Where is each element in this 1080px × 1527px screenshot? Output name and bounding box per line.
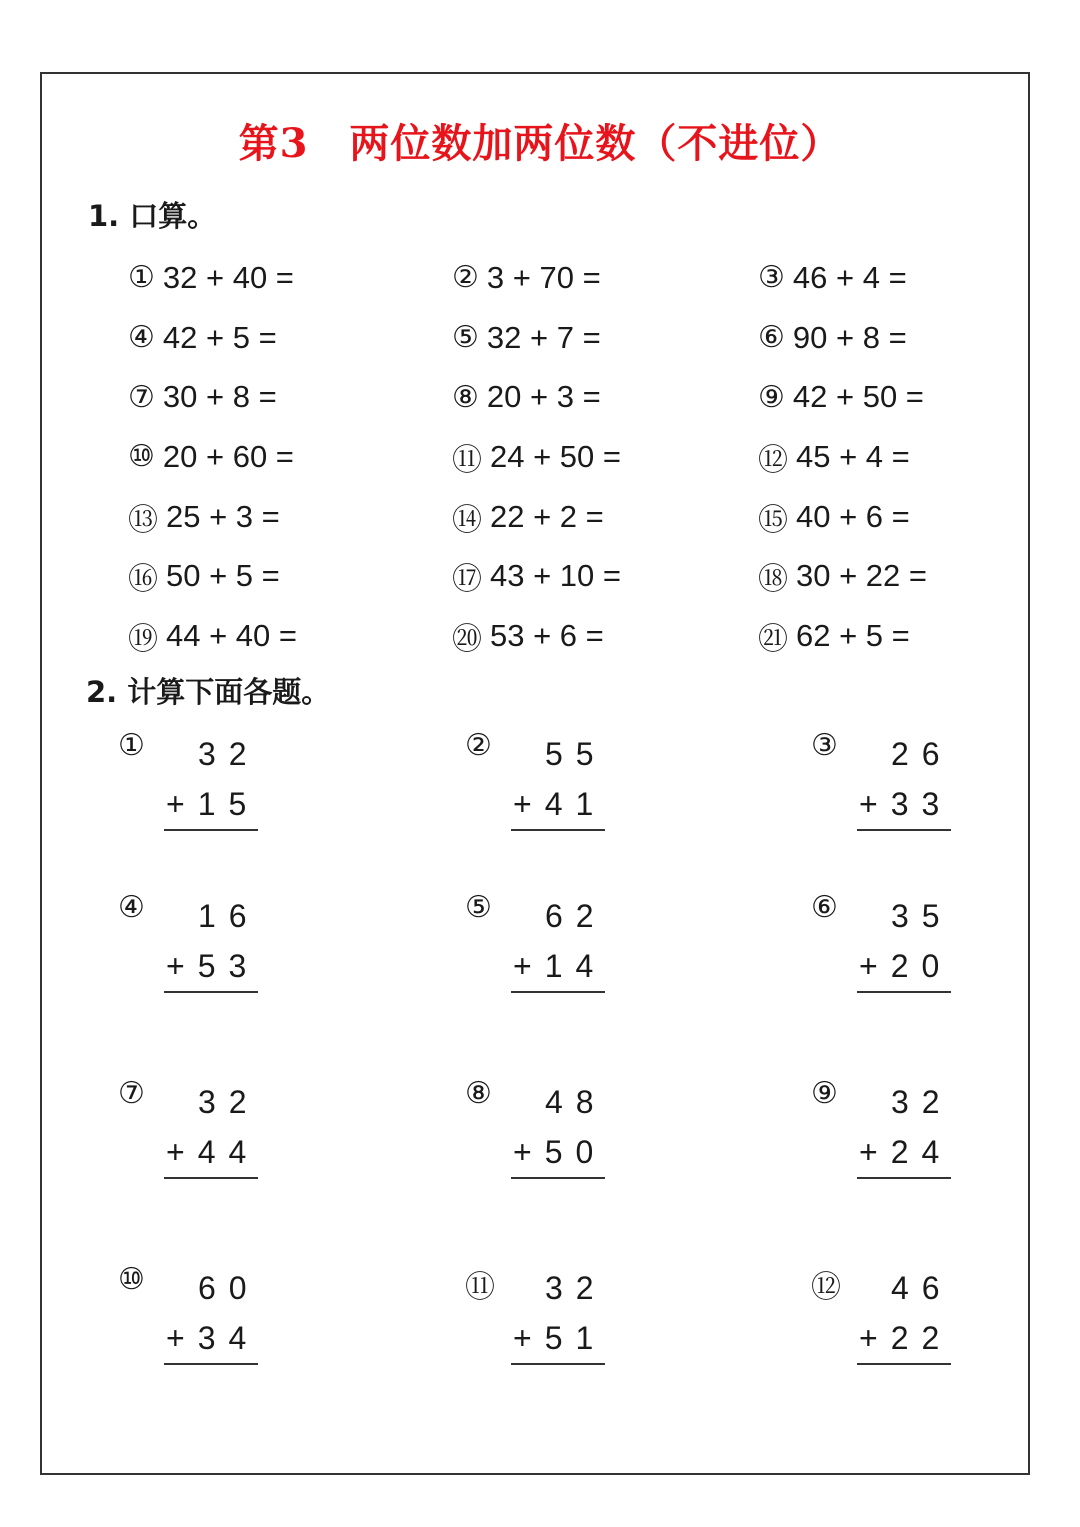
- problem-expression: 53 + 6 =: [490, 617, 604, 653]
- problem-expression: 30 + 8 =: [162, 379, 277, 415]
- oral-problem: [128, 308, 452, 368]
- bottom-addend: +53: [166, 948, 260, 984]
- vertical-problem: [118, 728, 268, 848]
- top-addend: 46: [891, 1270, 953, 1306]
- problem-number: ⑪: [465, 1270, 495, 1305]
- top-addend: 32: [198, 736, 260, 772]
- problem-number: ⑫: [811, 1270, 841, 1305]
- problem-number: ⑪: [452, 442, 482, 478]
- oral-problem: [128, 248, 452, 308]
- vertical-problem: [465, 728, 615, 848]
- problem-number: ②: [452, 260, 479, 296]
- vertical-problem: [118, 1076, 268, 1196]
- problem-number: ⑧: [465, 1076, 492, 1111]
- answer-line: [511, 1177, 605, 1179]
- problem-expression: 43 + 10 =: [490, 558, 622, 594]
- oral-problem: [128, 487, 452, 547]
- bottom-addend: +51: [513, 1320, 607, 1356]
- problem-number: ⑦: [128, 379, 155, 415]
- bottom-addend: +24: [859, 1134, 953, 1170]
- problem-number: ⑦: [118, 1076, 145, 1111]
- problem-number: ⑬: [128, 502, 158, 538]
- answer-line: [511, 1363, 605, 1365]
- problem-number: ⑰: [452, 562, 482, 598]
- problem-number: ④: [118, 890, 145, 925]
- problem-number: ⑩: [118, 1262, 145, 1297]
- vertical-problem: [465, 890, 615, 1010]
- worksheet-title: 第3 两位数加两位数（不进位）: [238, 120, 842, 167]
- problem-number: ①: [128, 260, 155, 296]
- top-addend: 32: [891, 1084, 953, 1120]
- problem-expression: 20 + 60 =: [162, 438, 294, 474]
- oral-problem: [128, 367, 452, 427]
- problem-expression: 46 + 4 =: [792, 259, 907, 295]
- problem-expression: 32 + 40 =: [162, 259, 294, 295]
- bottom-addend: +50: [513, 1134, 607, 1170]
- problem-number: ③: [758, 260, 785, 296]
- top-addend: 32: [545, 1270, 607, 1306]
- problem-expression: 22 + 2 =: [490, 498, 604, 534]
- oral-problem: [758, 308, 988, 368]
- oral-problem: [758, 487, 988, 547]
- oral-problem: [452, 427, 758, 487]
- bottom-addend: +14: [513, 948, 607, 984]
- oral-problem: [128, 427, 452, 487]
- answer-line: [164, 1363, 258, 1365]
- problem-number: ⑳: [452, 621, 482, 657]
- oral-problem: [758, 427, 988, 487]
- vertical-problem: [465, 1262, 615, 1382]
- oral-problem: [128, 546, 452, 606]
- problem-number: ⑱: [758, 562, 788, 598]
- oral-problem: [452, 546, 758, 606]
- answer-line: [511, 991, 605, 993]
- vertical-problem: [811, 1262, 961, 1382]
- answer-line: [164, 829, 258, 831]
- problem-expression: 30 + 22 =: [796, 558, 928, 594]
- vertical-problem: [811, 1076, 961, 1196]
- problem-number: ⑥: [811, 890, 838, 925]
- answer-line: [164, 1177, 258, 1179]
- problem-expression: 42 + 50 =: [792, 379, 924, 415]
- problem-number: ⑥: [758, 320, 785, 356]
- oral-problem: [452, 308, 758, 368]
- problem-number: ⑭: [452, 502, 482, 538]
- answer-line: [857, 1363, 951, 1365]
- answer-line: [857, 991, 951, 993]
- problem-expression: 90 + 8 =: [792, 319, 907, 355]
- problem-expression: 3 + 70 =: [486, 259, 601, 295]
- problem-expression: 32 + 7 =: [486, 319, 601, 355]
- problem-number: ⑩: [128, 439, 155, 475]
- top-addend: 55: [545, 736, 607, 772]
- top-addend: 16: [198, 898, 260, 934]
- top-addend: 48: [545, 1084, 607, 1120]
- problem-expression: 45 + 4 =: [796, 438, 910, 474]
- problem-number: ④: [128, 320, 155, 356]
- problem-expression: 40 + 6 =: [796, 498, 910, 534]
- oral-calculation-grid: [128, 248, 988, 666]
- problem-number: ①: [118, 728, 145, 763]
- bottom-addend: +33: [859, 786, 953, 822]
- problem-number: ③: [811, 728, 838, 763]
- problem-number: ⑨: [758, 379, 785, 415]
- top-addend: 32: [198, 1084, 260, 1120]
- bottom-addend: +20: [859, 948, 953, 984]
- bottom-addend: +34: [166, 1320, 260, 1356]
- oral-problem: [758, 367, 988, 427]
- problem-number: ⑤: [452, 320, 479, 356]
- answer-line: [164, 991, 258, 993]
- bottom-addend: +15: [166, 786, 260, 822]
- oral-problem: [758, 606, 988, 666]
- vertical-problem: [811, 890, 961, 1010]
- problem-number: ⑫: [758, 442, 788, 478]
- bottom-addend: +22: [859, 1320, 953, 1356]
- top-addend: 35: [891, 898, 953, 934]
- oral-problem: [758, 248, 988, 308]
- top-addend: 62: [545, 898, 607, 934]
- problem-number: ⑲: [128, 621, 158, 657]
- top-addend: 26: [891, 736, 953, 772]
- problem-number: ㉑: [758, 621, 788, 657]
- problem-number: ⑧: [452, 379, 479, 415]
- oral-problem: [452, 606, 758, 666]
- vertical-problem: [118, 1262, 268, 1382]
- bottom-addend: +44: [166, 1134, 260, 1170]
- problem-expression: 20 + 3 =: [486, 379, 601, 415]
- problem-expression: 44 + 40 =: [166, 617, 298, 653]
- vertical-problem: [811, 728, 961, 848]
- oral-problem: [452, 367, 758, 427]
- bottom-addend: +41: [513, 786, 607, 822]
- oral-problem: [452, 248, 758, 308]
- problem-expression: 25 + 3 =: [166, 498, 280, 534]
- top-addend: 60: [198, 1270, 260, 1306]
- oral-problem: [758, 546, 988, 606]
- problem-number: ⑯: [128, 562, 158, 598]
- vertical-problem: [465, 1076, 615, 1196]
- problem-expression: 42 + 5 =: [162, 319, 277, 355]
- problem-number: ⑮: [758, 502, 788, 538]
- problem-expression: 62 + 5 =: [796, 617, 910, 653]
- section-2-heading: 2. 计算下面各题。: [86, 675, 331, 709]
- answer-line: [857, 1177, 951, 1179]
- problem-expression: 50 + 5 =: [166, 558, 280, 594]
- vertical-problem: [118, 890, 268, 1010]
- problem-expression: 24 + 50 =: [490, 438, 622, 474]
- answer-line: [511, 829, 605, 831]
- section-1-heading: 1. 口算。: [88, 199, 217, 233]
- oral-problem: [452, 487, 758, 547]
- answer-line: [857, 829, 951, 831]
- problem-number: ⑤: [465, 890, 492, 925]
- problem-number: ②: [465, 728, 492, 763]
- oral-problem: [128, 606, 452, 666]
- problem-number: ⑨: [811, 1076, 838, 1111]
